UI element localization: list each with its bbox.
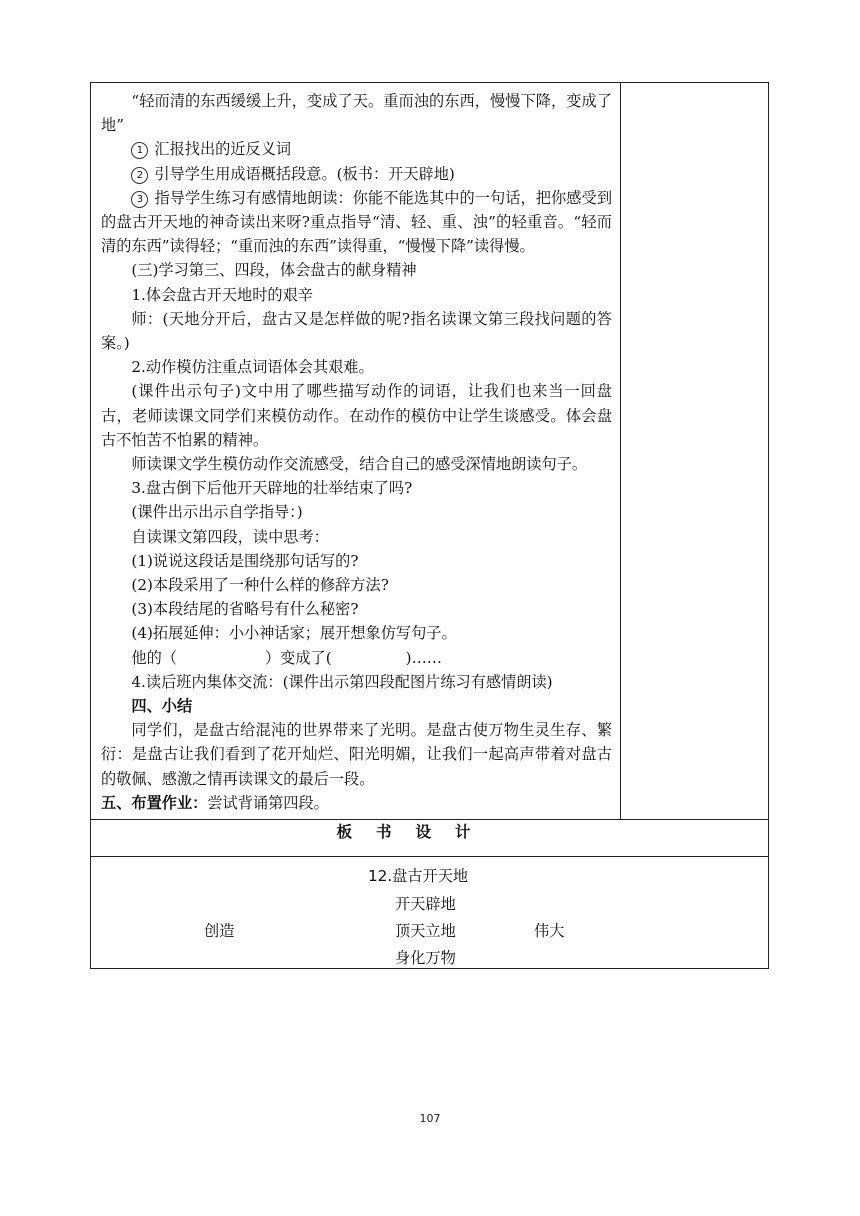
fill-part-c: )……	[405, 648, 442, 667]
board-heading: 板书设计	[336, 823, 495, 842]
point-3: 3.盘古倒下后他开天辟地的壮举结束了吗?	[131, 479, 413, 498]
summary-text: 同学们，是盘古给混沌的世界带来了光明。是盘古使万物生灵生存、繁衍：是盘古让我们看到了花开灿烂、阳光明媚，让我们一起高声带着对盘古的敬佩、感激之情再读课文的最后一段。	[101, 721, 612, 788]
fill-blank-sentence	[101, 646, 612, 670]
board-title: 12.盘古开天地	[368, 867, 469, 886]
lesson-plan-table	[90, 82, 769, 969]
point-1-detail: 师：(天地分开后，盘古又是怎样做的呢?指名读课文第三段找问题的答案。)	[101, 309, 612, 353]
point-4: 4.读后班内集体交流：(课件出示第四段配图片练习有感情朗读)	[131, 672, 553, 691]
fill-part-a: 他的（	[131, 648, 177, 667]
point-2-reading: 师读课文学生模仿动作交流感受，结合自己的感受深情地朗读句子。	[131, 455, 588, 474]
step-3	[101, 186, 612, 259]
board-right: 伟大	[534, 922, 565, 941]
board-line-1: 开天辟地	[395, 895, 456, 914]
board-left: 创造	[204, 922, 235, 941]
question-1: (1)说说这段话是围绕那句话写的?	[131, 551, 359, 570]
section-3-heading: (三)学习第三、四段，体会盘古的献身精神	[131, 261, 417, 280]
board-design	[91, 857, 768, 968]
board-line-3: 身化万物	[395, 949, 456, 968]
step-2	[101, 162, 612, 186]
board-line-2: 顶天立地	[395, 922, 456, 941]
lesson-content-cell	[91, 83, 621, 820]
circled-number-3: 3	[131, 191, 148, 208]
board-cell	[91, 857, 769, 969]
question-2: (2)本段采用了一种什么样的修辞方法?	[131, 576, 389, 595]
point-3-guide: (课件出示出示自学指导：)	[131, 503, 303, 522]
step-3-text: 指导学生练习有感情地朗读：你能不能选其中的一句话，把你感受到的盘古开天地的神奇读出来呀?重点指导“清、轻、重、浊”的轻重音。“轻而清的东西”读得轻；“重而浊的东西”读得重，“慢慢下降”读得慢。	[101, 188, 612, 256]
page-number: 107	[419, 1112, 441, 1125]
circled-number-2: 2	[131, 167, 148, 184]
step-1	[101, 137, 612, 161]
point-3-task: 自读课文第四段，读中思考：	[131, 527, 329, 546]
homework-line	[101, 791, 612, 815]
content-row	[91, 83, 769, 820]
point-2: 2.动作模仿注重点词语体会其艰难。	[131, 358, 374, 377]
question-3: (3)本段结尾的省略号有什么秘密?	[131, 600, 359, 619]
step-1-text: 汇报找出的近反义词	[154, 140, 292, 159]
point-1: 1.体会盘古开天地时的艰辛	[131, 285, 313, 304]
quote-paragraph: “轻而清的东西缓缓上升，变成了天。重而浊的东西，慢慢下降，变成了地”	[101, 92, 612, 135]
board-heading-row	[91, 820, 769, 857]
circled-number-1: 1	[131, 142, 148, 159]
board-row	[91, 857, 769, 969]
point-2-detail: (课件出示句子)文中用了哪些描写动作的词语，让我们也来当一回盘古，老师读课文同学们来模仿动作。在动作的模仿中让学生谈感受。体会盘古不怕苦不怕累的精神。	[101, 382, 612, 449]
question-4: (4)拓展延伸：小小神话家；展开想象仿写句子。	[131, 624, 457, 643]
step-2-text: 引导学生用成语概括段意。(板书：开天辟地)	[154, 164, 455, 183]
summary-heading: 四、小结	[131, 697, 193, 716]
notes-cell	[621, 83, 769, 820]
board-heading-cell	[91, 820, 769, 857]
fill-part-b: ）变成了(	[264, 648, 332, 667]
homework-heading: 五、布置作业：	[101, 793, 208, 812]
homework-text: 尝试背诵第四段。	[207, 793, 329, 812]
